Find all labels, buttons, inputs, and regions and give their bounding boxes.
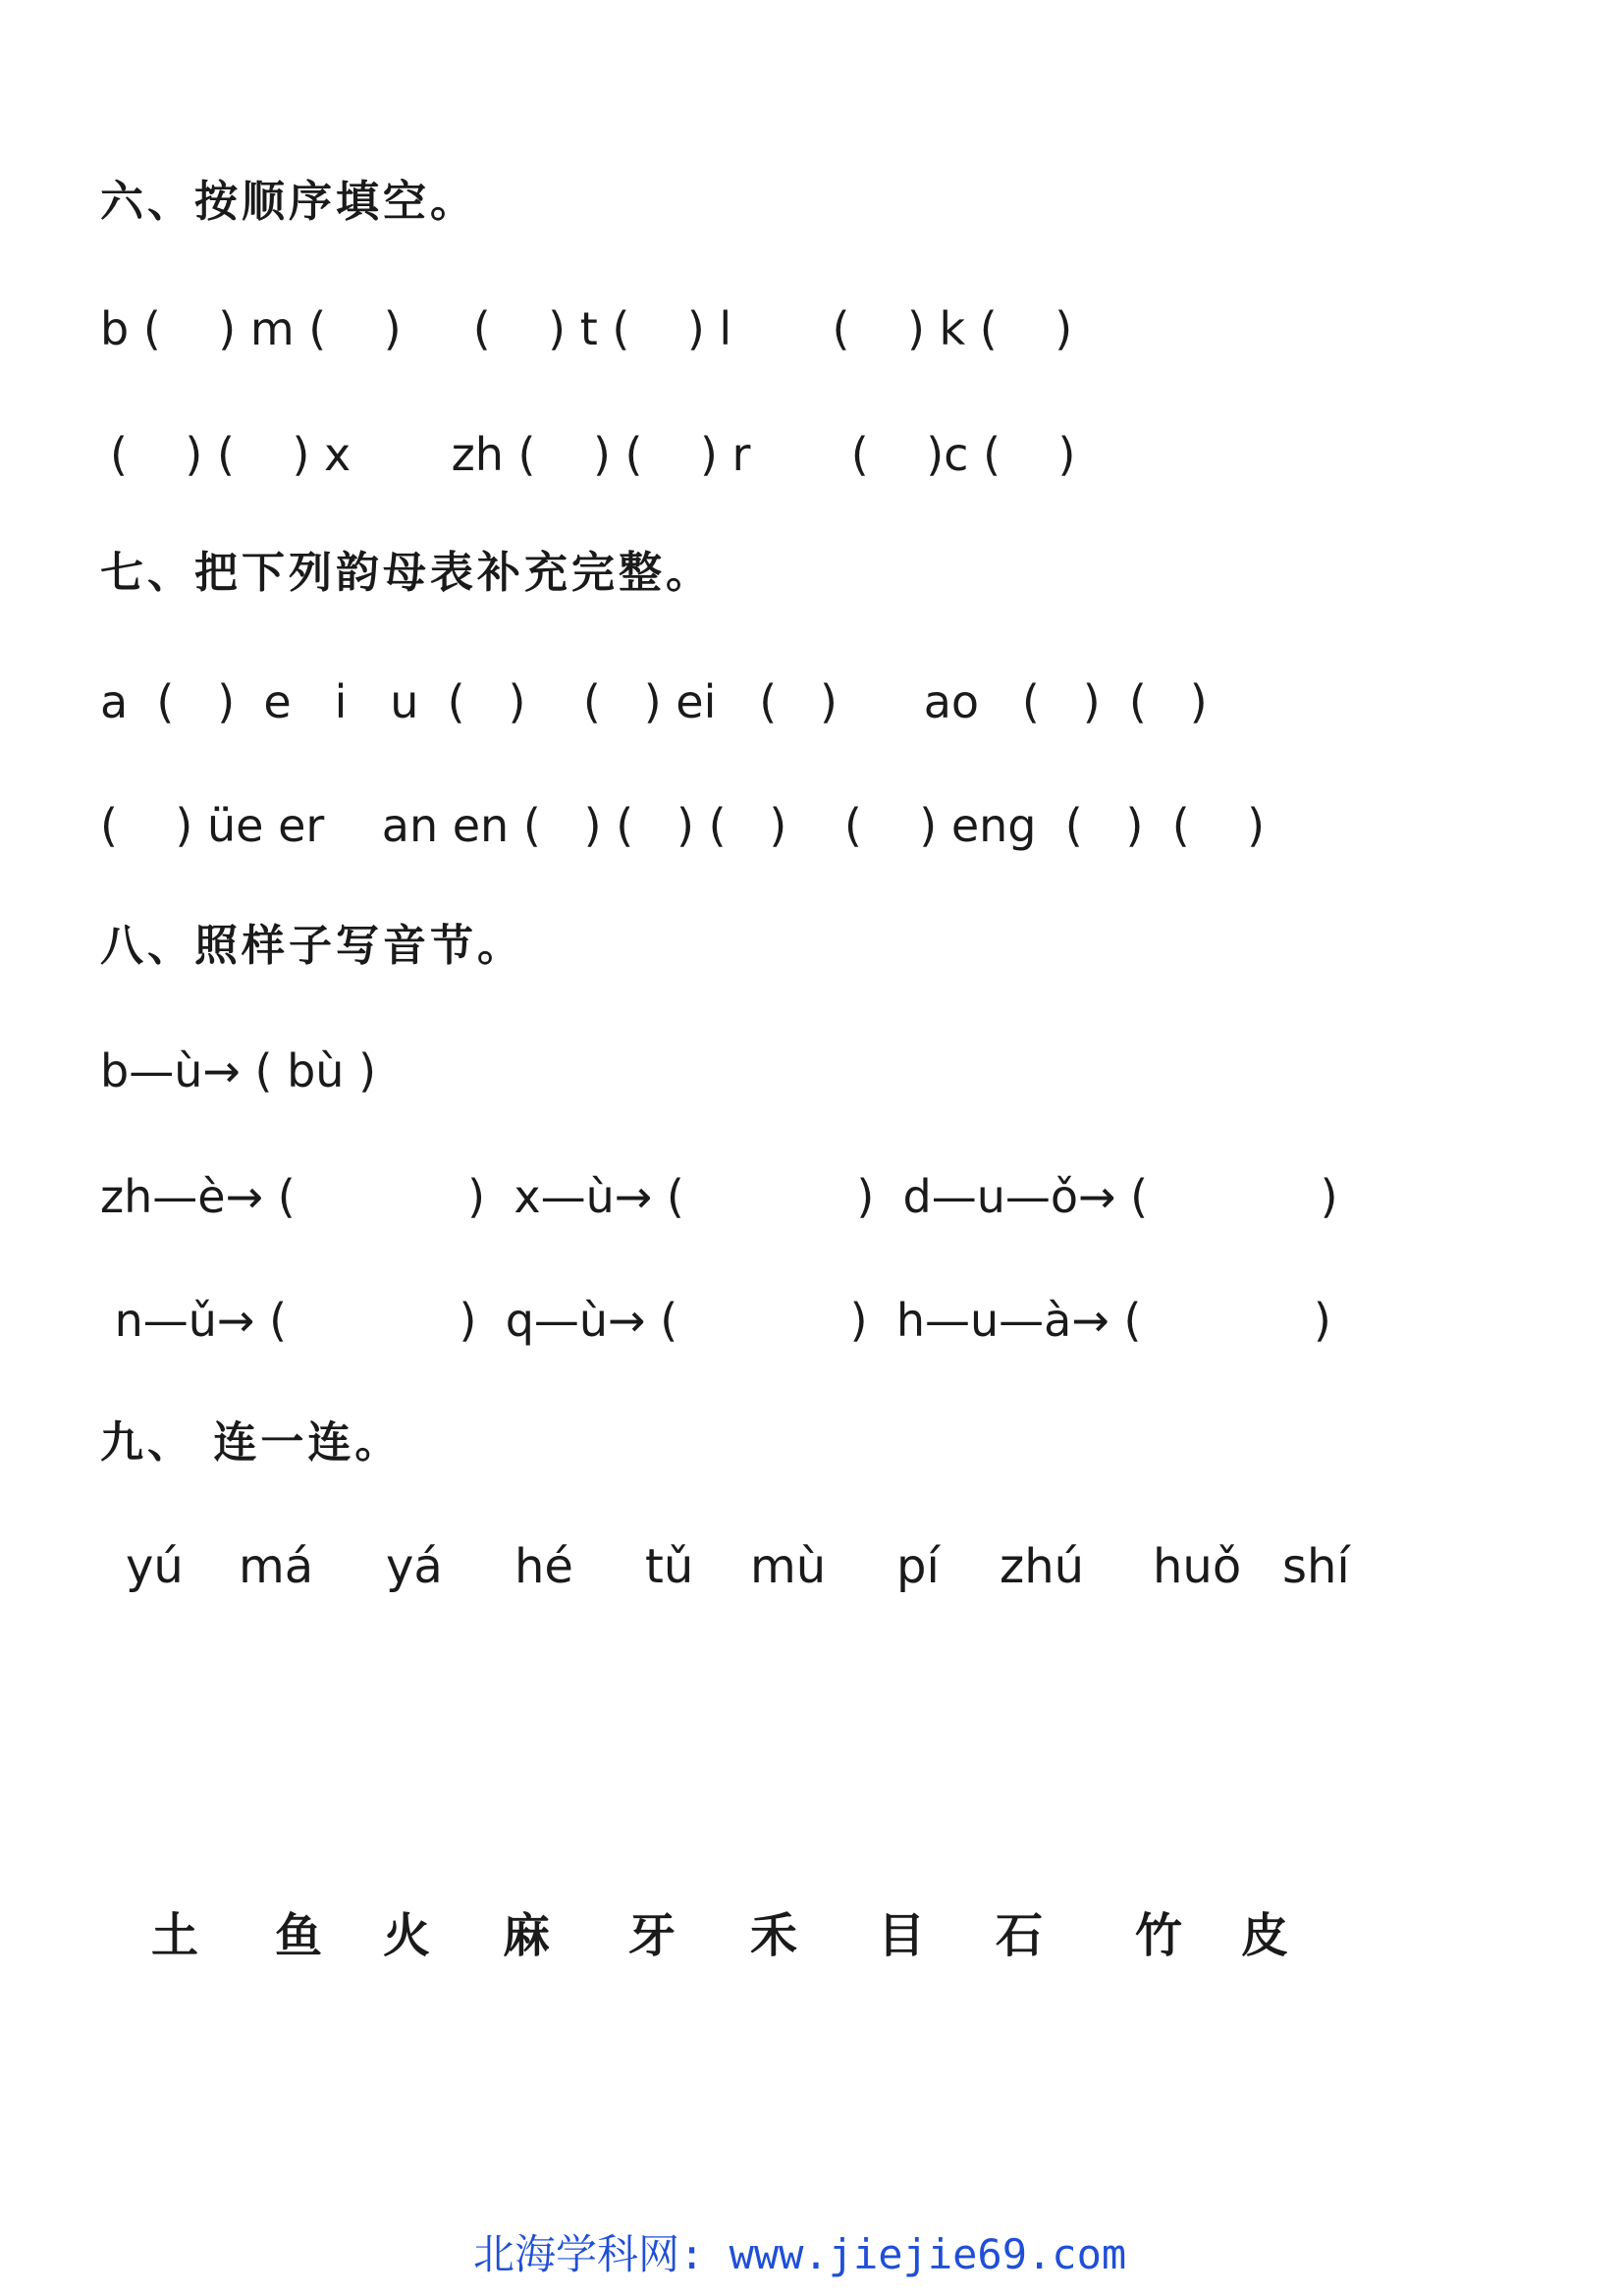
chinese-character: 麻: [503, 1908, 551, 1963]
pinyin-word: zhú: [1000, 1539, 1085, 1594]
chinese-character: 牙: [628, 1908, 676, 1963]
section-7-row-1: a ( ) e i u ( ) ( ) ei ( ) ao ( ) ( ): [100, 675, 1208, 728]
chinese-character: 石: [996, 1908, 1044, 1963]
section-6-row-1: b ( ) m ( ) ( ) t ( ) l ( ) k ( ): [100, 302, 1073, 355]
chinese-character: 皮: [1241, 1908, 1289, 1963]
section-8-example: b—ù→ ( bù ): [100, 1044, 377, 1097]
chinese-character: 目: [878, 1908, 926, 1963]
section-6-title: 六、按顺序填空。: [100, 177, 477, 227]
section-8-title: 八、照样子写音节。: [100, 921, 524, 971]
chinese-character: 竹: [1135, 1908, 1183, 1963]
pinyin-word: má: [239, 1539, 314, 1594]
pinyin-word: yá: [386, 1539, 443, 1594]
section-9-title: 九、 连一连。: [100, 1417, 403, 1468]
section-6-row-2: ( ) ( ) x zh ( ) ( ) r ( )c ( ): [110, 428, 1076, 481]
section-7-title: 七、把下列韵母表补充完整。: [100, 548, 713, 598]
section-7-row-2: ( ) üe er an en ( ) ( ) ( ) ( ) eng ( ) ( ): [100, 799, 1266, 852]
pinyin-word: hé: [514, 1539, 573, 1594]
chinese-character: 土: [151, 1908, 199, 1963]
pinyin-word: yú: [126, 1539, 184, 1594]
pinyin-word: huǒ: [1153, 1539, 1242, 1594]
pinyin-word: tǔ: [645, 1539, 694, 1594]
chinese-character: 鱼: [275, 1908, 323, 1963]
section-8-row-1: zh—è→ ( ) x—ù→ ( ) d—u—ǒ→ ( ): [100, 1170, 1338, 1223]
pinyin-word: shí: [1282, 1539, 1350, 1594]
chinese-character: 禾: [750, 1908, 798, 1963]
section-8-row-2: n—ǔ→ ( ) q—ù→ ( ) h—u—à→ ( ): [100, 1294, 1331, 1347]
chinese-character: 火: [383, 1908, 431, 1963]
pinyin-word: mù: [750, 1539, 827, 1594]
pinyin-word: pí: [896, 1539, 940, 1594]
footer-website-text: 北海学科网: www.jiejie69.com: [473, 2230, 1127, 2278]
